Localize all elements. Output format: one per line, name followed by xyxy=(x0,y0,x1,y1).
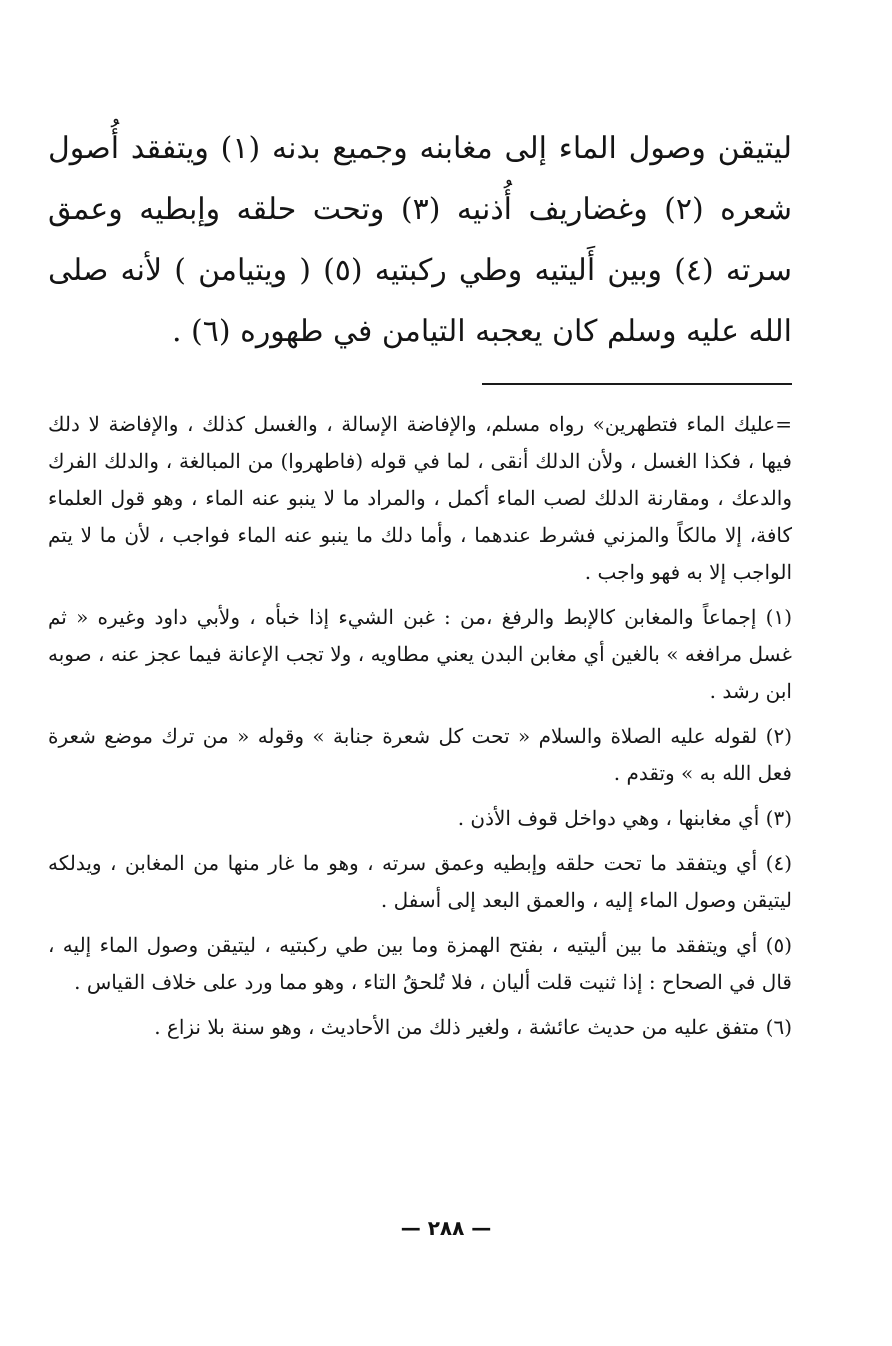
footnotes-section xyxy=(48,406,792,1054)
footnote-text: (١) إجماعاً والمغابن كالإبط والرفغ ،من : غبن الشيء إذا خبأه ، ولأبي داود وغيره « ثم غسل مرافغه » بالغين أي مغابن البدن يعني مطاويه ، ولا تجب الإعانة فيما عجز عنه ، صوبه ابن رشد . xyxy=(48,605,792,703)
footnote-text: (٣) أي مغابنها ، وهي دواخل قوف الأذن . xyxy=(457,806,792,830)
footnote-divider xyxy=(482,383,792,385)
footnote-text: (٤) أي ويتفقد ما تحت حلقه وإبطيه وعمق سرته ، وهو ما غار منها من المغابن ، ويدلكه ليتيقن وصول الماء إليه ، والعمق البعد إلى أسفل . xyxy=(48,851,792,912)
footnote-text: (٢) لقوله عليه الصلاة والسلام « تحت كل شعرة جنابة » وقوله « من ترك موضع شعرة فعل الله به » وتقدم . xyxy=(48,724,792,785)
footnote-4 xyxy=(48,845,792,919)
footnote-2 xyxy=(48,718,792,792)
footnote-text: (٦) متفق عليه من حديث عائشة ، ولغير ذلك من الأحاديث ، وهو سنة بلا نزاع . xyxy=(154,1015,792,1039)
footnote-5 xyxy=(48,927,792,1001)
page-number: — ٢٨٨ — xyxy=(400,1216,492,1240)
footnote-text: (٥) أي ويتفقد ما بين أليتيه ، بفتح الهمزة وما بين طي ركبتيه ، ليتيقن وصول الماء إليه ، قال في الصحاح : إذا ثنيت قلت أليان ، فلا تُلحقُ التاء ، وهو مما ورد على خلاف القياس . xyxy=(48,933,792,994)
footnote-continuation xyxy=(48,406,792,591)
footnote-3 xyxy=(48,800,792,837)
footnote-1 xyxy=(48,599,792,710)
footnote-6 xyxy=(48,1009,792,1046)
footnote-text: =عليك الماء فتطهرين» رواه مسلم، والإفاضة الإسالة ، والغسل كذلك ، والإفاضة لا دلك فيها ، فكذا الغسل ، ولأن الدلك أنقى ، لما في قوله (فاطهروا) من المبالغة ، والدلك الفرك والدعك ، ومقارنة الدلك لصب الماء أكمل ، والمراد ما لا ينبو عنه الماء ، وهو قول العلماء كافة، إلا مالكاً والمزني فشرط عندهما ، وأما دلك ما ينبو عنه الماء فواجب ، لأن ما لا يتم الواجب إلا به فهو واجب . xyxy=(48,412,792,584)
main-body-text: ليتيقن وصول الماء إلى مغابنه وجميع بدنه (١) ويتفقد أُصول شعره (٢) وغضاريف أُذنيه (٣) وتحت حلقه وإبطيه وعمق سرته (٤) وبين أَليتيه وطي ركبتيه (٥) ( ويتيامن ) لأنه صلى الله عليه وسلم كان يعجبه التيامن في طهوره (٦) . xyxy=(48,131,792,349)
